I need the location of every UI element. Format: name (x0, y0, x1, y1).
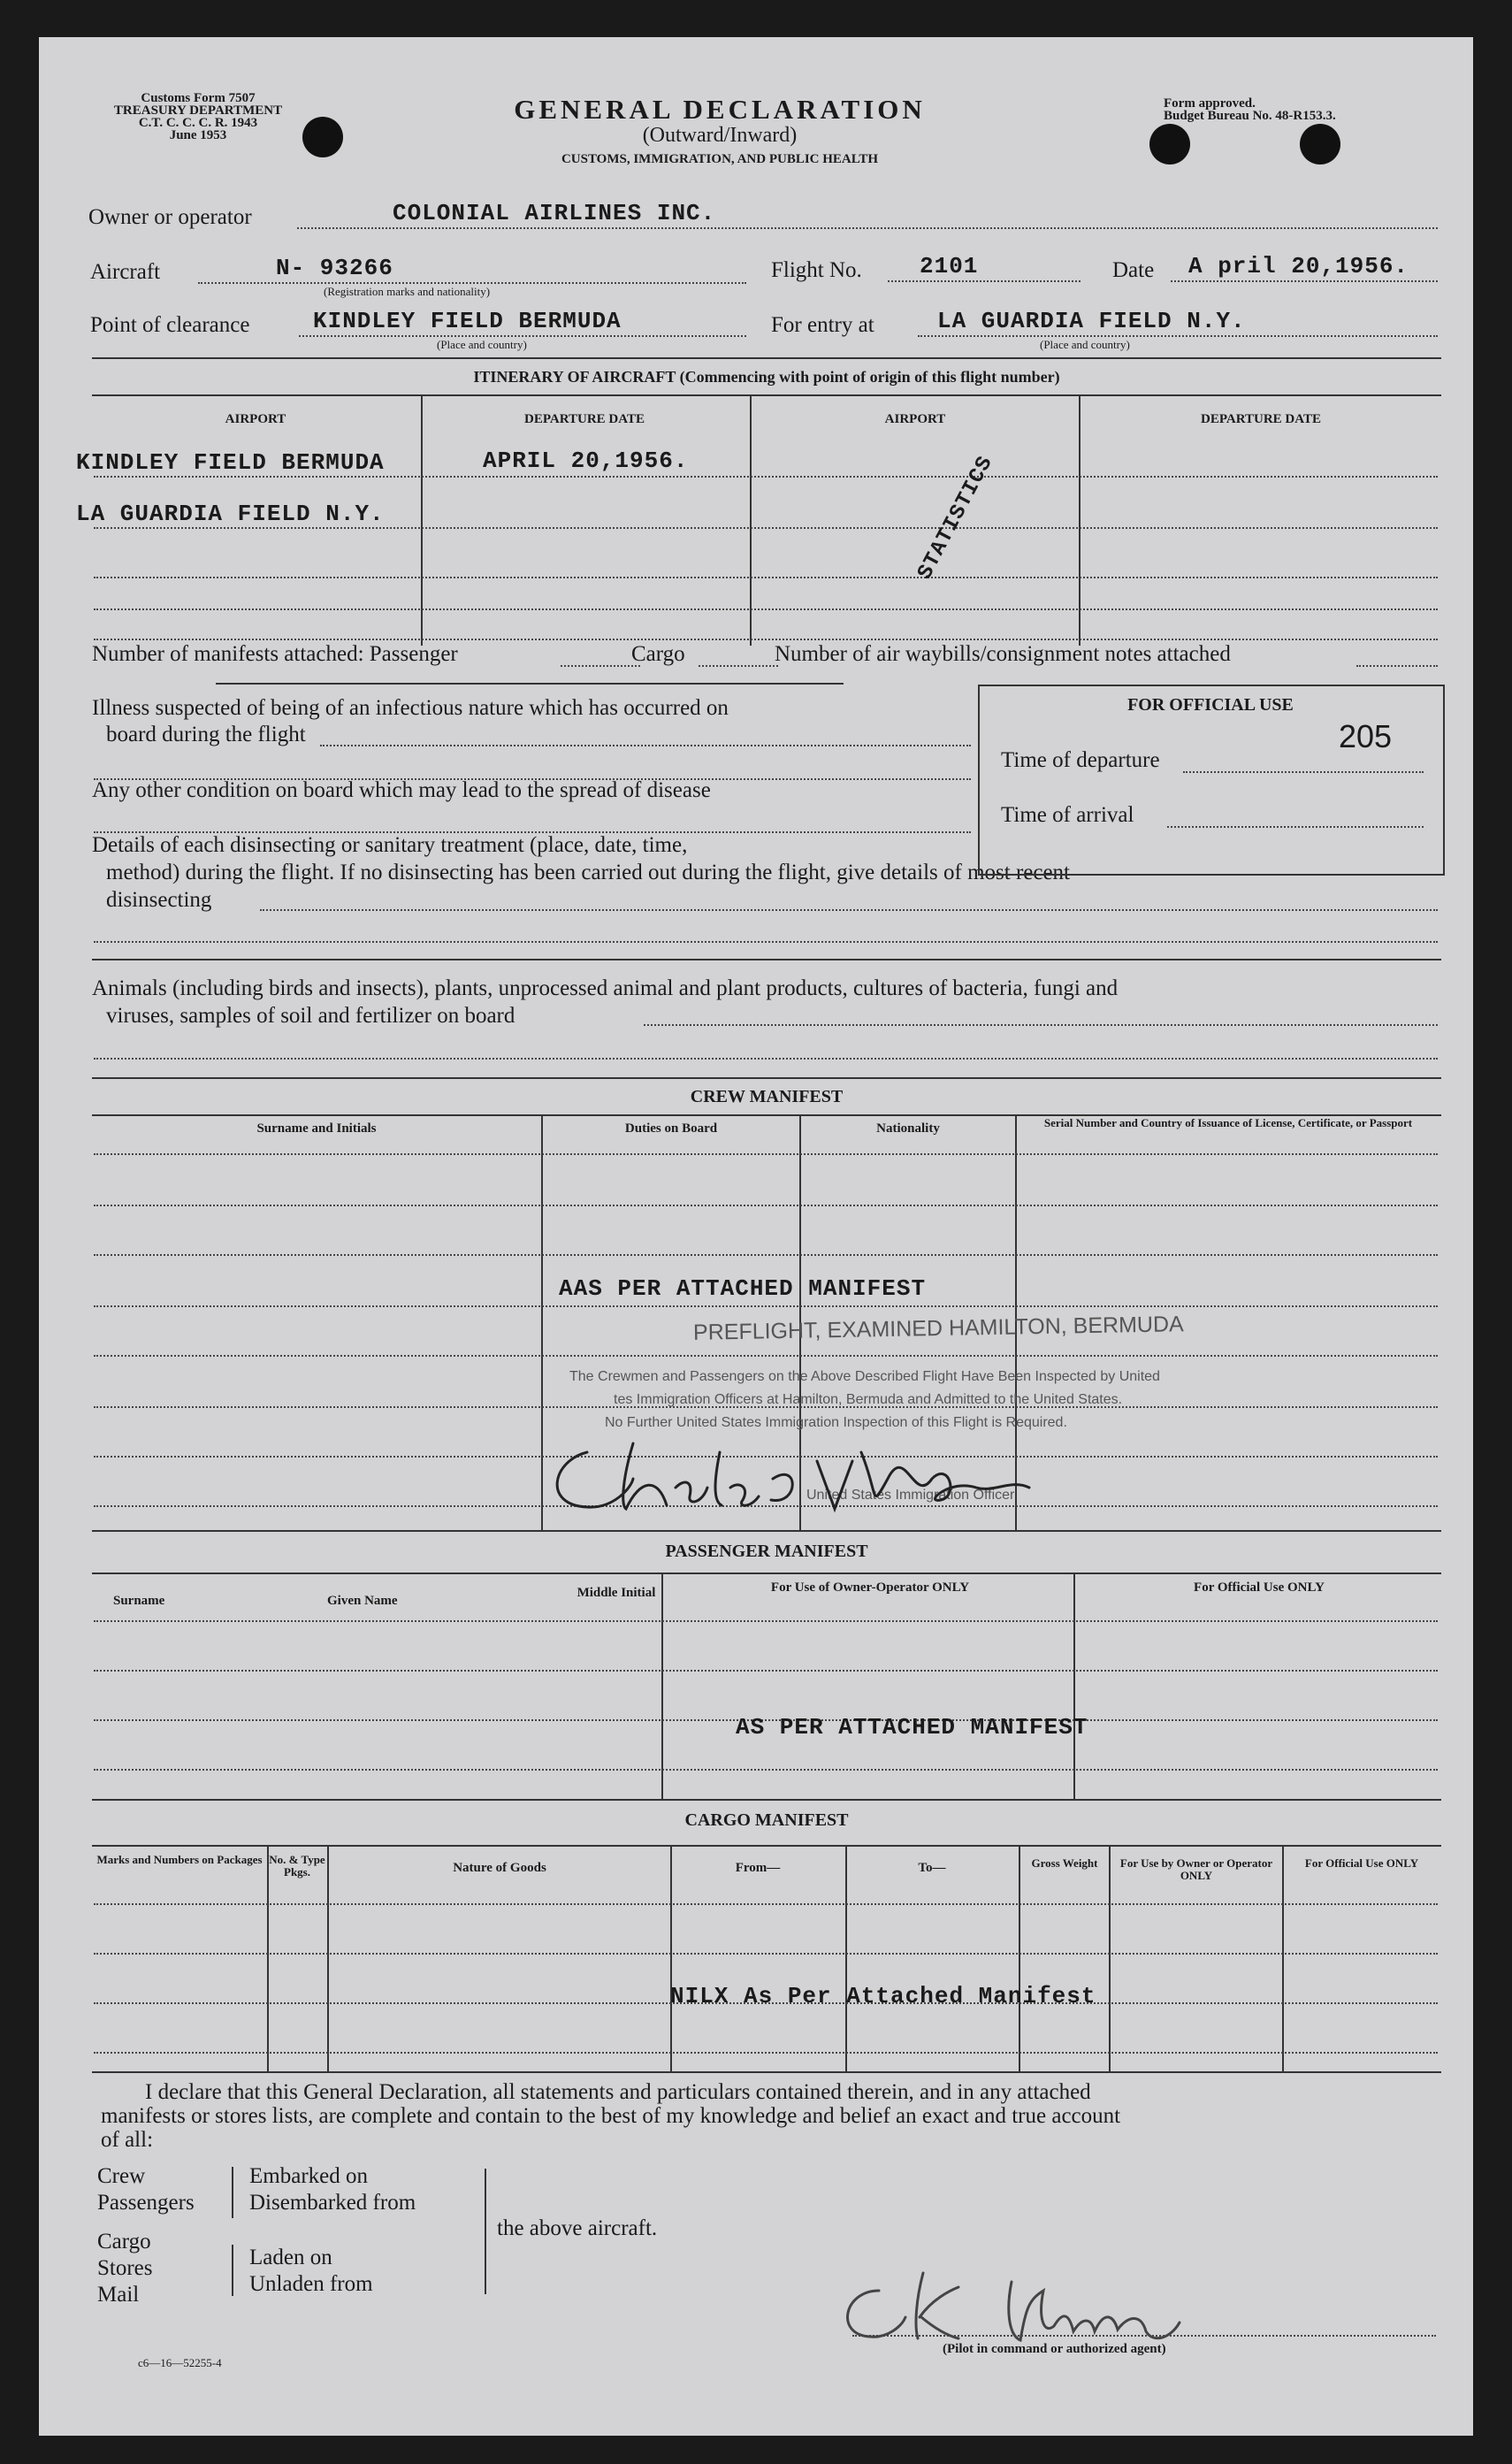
itinerary-col-airport-2: AIRPORT (884, 412, 946, 426)
itinerary-col-airport: AIRPORT (225, 412, 286, 426)
stamp-line-3: No Further United States Immigration Inspection of this Flight is Required. (605, 1415, 1067, 1430)
date-label: Date (1112, 258, 1155, 282)
statistics-stamp: STATISTICS (913, 452, 999, 584)
unladen-option: Unladen from (249, 2272, 373, 2296)
laden-option: Laden on (249, 2246, 332, 2269)
stores-option: Stores (97, 2256, 153, 2280)
declaration-mid-group-b (249, 2245, 373, 2298)
disinsecting-line-2: method) during the flight. If no disinsecting has been carried out during the flight, give details of most recent (106, 861, 1071, 884)
declaration-mid-group-a (249, 2163, 416, 2216)
clearance-label: Point of clearance (90, 313, 250, 337)
animals-line-1: Animals (including birds and insects), plants, unprocessed animal and plant products, cultures of bacteria, fungi and (92, 976, 1119, 1000)
itinerary-col-date: DEPARTURE DATE (523, 412, 645, 426)
cargo-col-marks: Marks and Numbers on Packages (96, 1853, 263, 1866)
form-number-block (74, 92, 322, 142)
embarked-option: Embarked on (249, 2164, 368, 2188)
owner-label: Owner or operator (88, 205, 252, 229)
department: TREASURY DEPARTMENT (113, 103, 283, 118)
declaration-left-group (97, 2163, 195, 2308)
flight-label: Flight No. (771, 258, 862, 282)
illness-line-2: board during the flight (106, 723, 306, 746)
declaration-text (101, 2080, 1120, 2152)
stamp-line-1: The Crewmen and Passengers on the Above Described Flight Have Been Inspected by United (569, 1369, 1160, 1384)
waybills-label: Number of air waybills/consignment notes attached (775, 642, 1231, 666)
flight-value: 2101 (920, 253, 979, 279)
punch-hole (1300, 124, 1340, 165)
cargo-col-pkgs: No. & Type Pkgs. (269, 1853, 325, 1879)
preflight-stamp: PREFLIGHT, EXAMINED HAMILTON, BERMUDA (692, 1312, 1184, 1345)
departure-time-label: Time of departure (1001, 748, 1160, 772)
declaration-aircraft: the above aircraft. (497, 2216, 658, 2240)
mail-option: Mail (97, 2283, 140, 2307)
crew-option: Crew (97, 2164, 146, 2188)
disembarked-option: Disembarked from (249, 2191, 416, 2215)
manifests-cargo-label: Cargo (631, 642, 685, 666)
cargo-col-owner: For Use by Owner or Operator ONLY (1119, 1856, 1273, 1882)
stamp-line-2: tes Immigration Officers at Hamilton, Bermuda and Admitted to the United States. (614, 1392, 1123, 1407)
date-value: A pril 20,1956. (1188, 253, 1409, 279)
disinsecting-line-1: Details of each disinsecting or sanitary treatment (place, date, time, (92, 833, 688, 857)
cargo-col-weight: Gross Weight (1031, 1856, 1098, 1870)
approval-line: Form approved. (1164, 96, 1256, 111)
cargo-entry: NILX As Per Attached Manifest (670, 1983, 1096, 2009)
passenger-col-owner: For Use of Owner-Operator ONLY (770, 1580, 970, 1595)
cargo-heading: CARGO MANIFEST (684, 1810, 849, 1830)
entry-caption: (Place and country) (1040, 338, 1130, 351)
punch-hole (1149, 124, 1190, 165)
cargo-col-to: To— (918, 1861, 946, 1875)
crew-col-surname: Surname and Initials (256, 1121, 377, 1136)
itinerary-col-date-2: DEPARTURE DATE (1200, 412, 1321, 426)
animals-line-2: viruses, samples of soil and fertilizer on board (106, 1004, 515, 1028)
cargo-option: Cargo (97, 2230, 151, 2254)
itinerary-row-1-airport: KINDLEY FIELD BERMUDA (76, 449, 385, 476)
declaration-line-1: I declare that this General Declaration, all statements and particulars contained therein, and in any attached (145, 2080, 1091, 2104)
passenger-col-given: Given Name (327, 1594, 398, 1608)
official-use-heading: FOR OFFICIAL USE (1127, 695, 1294, 715)
departure-time-value: 205 (1339, 718, 1393, 754)
regulation: C.T. C. C. C. R. 1943 (138, 116, 258, 130)
animals-question (92, 975, 1118, 1029)
itinerary-row-1-date: APRIL 20,1956. (483, 448, 689, 474)
entry-label: For entry at (771, 313, 874, 337)
manifests-passenger-label: Number of manifests attached: Passenger (92, 642, 458, 666)
immigration-officer-caption: United States Immigration Officer (806, 1488, 1015, 1503)
passenger-col-surname: Surname (113, 1594, 165, 1608)
declaration-line-2: manifests or stores lists, are complete and contain to the best of my knowledge and belief an exact and true account (101, 2104, 1121, 2128)
declaration-line-3: of all: (101, 2128, 154, 2152)
form-date: June 1953 (169, 128, 227, 142)
crew-heading: CREW MANIFEST (690, 1087, 844, 1106)
form-number: Customs Form 7507 (141, 91, 256, 105)
pilot-signature (817, 2255, 1294, 2353)
owner-value: COLONIAL AIRLINES INC. (393, 200, 716, 226)
immigration-stamp (569, 1366, 1160, 1435)
cargo-col-from: From— (735, 1861, 781, 1875)
passenger-heading: PASSENGER MANIFEST (665, 1542, 868, 1561)
itinerary-heading: ITINERARY OF AIRCRAFT (Commencing with point of origin of this flight number) (473, 368, 1060, 386)
declaration-form (39, 37, 1473, 2436)
illness-line-1: Illness suspected of being of an infectious nature which has occurred on (92, 696, 729, 720)
form-approval (1164, 97, 1336, 122)
disinsecting-line-3: disinsecting (106, 888, 212, 912)
officer-signature (534, 1426, 1065, 1523)
other-condition-question: Any other condition on board which may lead to the spread of disease (92, 778, 711, 802)
passenger-entry: AS PER ATTACHED MANIFEST (736, 1714, 1088, 1741)
clearance-caption: (Place and country) (437, 338, 527, 351)
aircraft-value: N- 93266 (276, 255, 393, 281)
page-subtitle: (Outward/Inward) (642, 124, 798, 147)
passenger-col-official: For Official Use ONLY (1194, 1580, 1325, 1595)
passengers-option: Passengers (97, 2191, 195, 2215)
aircraft-label: Aircraft (90, 260, 161, 284)
disinsecting-question (92, 831, 1070, 914)
budget-bureau: Budget Bureau No. 48-R153.3. (1164, 109, 1336, 123)
aircraft-caption: (Registration marks and nationality) (324, 285, 491, 298)
pilot-caption: (Pilot in command or authorized agent) (943, 2342, 1166, 2356)
entry-value: LA GUARDIA FIELD N.Y. (937, 308, 1246, 334)
illness-question (92, 695, 729, 748)
cargo-col-nature: Nature of Goods (453, 1861, 546, 1875)
footer-code: c6—16—52255-4 (138, 2356, 222, 2369)
passenger-col-middle: Middle Initial (577, 1586, 656, 1600)
cargo-col-official: For Official Use ONLY (1304, 1856, 1419, 1870)
crew-col-duties: Duties on Board (624, 1121, 718, 1136)
arrival-time-label: Time of arrival (1001, 803, 1134, 827)
crew-entry: AAS PER ATTACHED MANIFEST (559, 1275, 927, 1302)
clearance-value: KINDLEY FIELD BERMUDA (313, 308, 622, 334)
crew-col-serial: Serial Number and Country of Issuance of License, Certificate, or Passport (1043, 1116, 1413, 1129)
crew-col-nationality: Nationality (876, 1121, 940, 1136)
agencies: CUSTOMS, IMMIGRATION, AND PUBLIC HEALTH (561, 152, 879, 166)
page-title: GENERAL DECLARATION (514, 94, 926, 125)
itinerary-row-2-airport: LA GUARDIA FIELD N.Y. (76, 501, 385, 527)
